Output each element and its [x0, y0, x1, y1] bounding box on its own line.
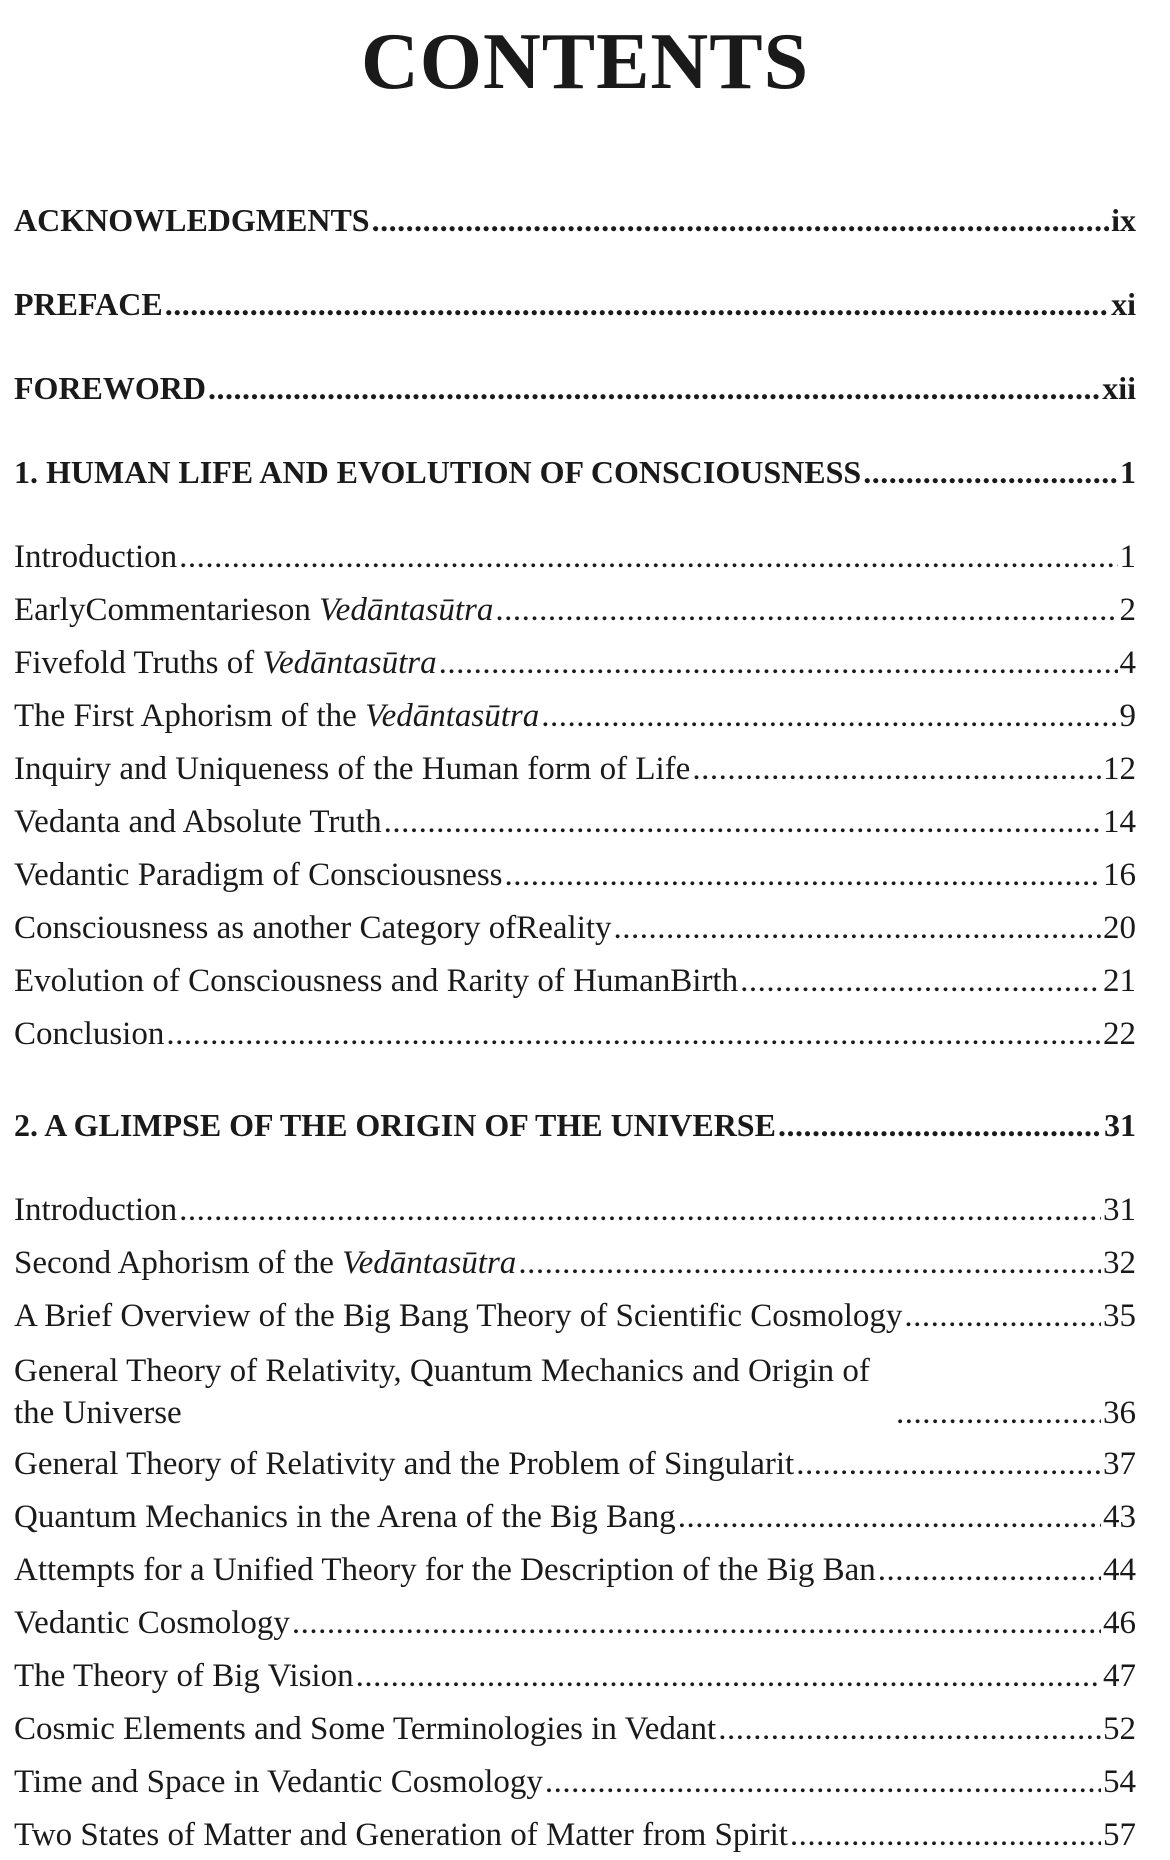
dot-leader: [878, 1549, 1101, 1591]
section-page: 32: [1103, 1245, 1136, 1281]
dot-leader: [678, 1496, 1101, 1538]
section-page: 57: [1103, 1817, 1136, 1853]
dot-leader: [179, 536, 1117, 578]
dot-leader: [384, 801, 1101, 843]
toc-section: [14, 907, 1136, 949]
section-page: 31: [1103, 1192, 1136, 1228]
toc-section: [14, 1348, 1136, 1434]
dot-leader: [208, 368, 1100, 408]
section-label: Consciousness as another Category ofReality: [14, 910, 612, 946]
chapter-page: 31: [1104, 1107, 1136, 1143]
dot-leader: [505, 854, 1101, 896]
dot-leader: [904, 1295, 1101, 1337]
dot-leader: [740, 960, 1101, 1002]
toc-section: [14, 1242, 1136, 1284]
dot-leader: [718, 1708, 1101, 1750]
dot-leader: [495, 589, 1117, 631]
section-label: The Theory of Big Vision: [14, 1658, 354, 1694]
section-label: Introduction: [14, 539, 178, 575]
toc-entry-label: ACKNOWLEDGMENTS: [14, 202, 370, 238]
toc-entry-page: xii: [1102, 370, 1136, 406]
dot-leader: [166, 1013, 1101, 1055]
dot-leader: [790, 1814, 1101, 1856]
section-page: 37: [1103, 1446, 1136, 1482]
toc-section: [14, 1814, 1136, 1856]
section-label: A Brief Overview of the Big Bang Theory of Scientific Cosmology: [14, 1298, 903, 1334]
chapter-title: 1. HUMAN LIFE AND EVOLUTION OF CONSCIOUSNESS: [14, 454, 862, 490]
chapter-heading: [14, 1105, 1136, 1145]
toc-section: [14, 1443, 1136, 1485]
dot-leader: [896, 1392, 1101, 1434]
section-label: Quantum Mechanics in the Arena of the Big Bang: [14, 1499, 676, 1535]
toc-section: [14, 1013, 1136, 1055]
section-page: 52: [1103, 1711, 1136, 1747]
section-label: Time and Space in Vedantic Cosmology: [14, 1764, 543, 1800]
toc-entry-label: FOREWORD: [14, 370, 206, 406]
section-label: Cosmic Elements and Some Terminologies in Vedant: [14, 1711, 717, 1747]
section-label: General Theory of Relativity, Quantum Mechanics and Origin of the Universe: [14, 1353, 870, 1431]
chapter-page: 1: [1120, 454, 1136, 490]
section-label: Conclusion: [14, 1016, 165, 1052]
toc-section: [14, 1549, 1136, 1591]
toc-entry-page: xi: [1111, 286, 1136, 322]
chapter-title: 2. A GLIMPSE OF THE ORIGIN OF THE UNIVERSE: [14, 1107, 776, 1143]
section-page: 47: [1103, 1658, 1136, 1694]
toc-entry-label: PREFACE: [14, 286, 163, 322]
dot-leader: [518, 1242, 1101, 1284]
toc-section: [14, 854, 1136, 896]
dot-leader: [165, 284, 1109, 324]
toc-section: [14, 536, 1136, 578]
section-page: 2: [1119, 592, 1136, 628]
section-page: 43: [1103, 1499, 1136, 1535]
toc-section: [14, 801, 1136, 843]
dot-leader: [356, 1655, 1101, 1697]
section-label: Vedantic Cosmology: [14, 1605, 290, 1641]
section-page: 54: [1103, 1764, 1136, 1800]
section-page: 1: [1119, 539, 1136, 575]
toc-section: [14, 642, 1136, 684]
dot-leader: [439, 642, 1118, 684]
dot-leader: [545, 1761, 1101, 1803]
dot-leader: [863, 452, 1118, 492]
section-page: 4: [1119, 645, 1136, 681]
section-page: 12: [1103, 751, 1136, 787]
dot-leader: [692, 748, 1101, 790]
section-label: Evolution of Consciousness and Rarity of HumanBirth: [14, 963, 739, 999]
section-page: 14: [1103, 804, 1136, 840]
toc-section: [14, 1295, 1136, 1337]
section-label: General Theory of Relativity and the Problem of Singularit: [14, 1446, 795, 1482]
section-label: Fivefold Truths of Vedāntasūtra: [14, 645, 437, 681]
section-page: 36: [1103, 1395, 1136, 1431]
dot-leader: [778, 1105, 1102, 1145]
section-label: Second Aphorism of the Vedāntasūtra: [14, 1245, 517, 1281]
section-label: Attempts for a Unified Theory for the Description of the Big Ban: [14, 1552, 876, 1588]
section-label: Inquiry and Uniqueness of the Human form of Life: [14, 751, 691, 787]
toc-entry-preface: [14, 284, 1136, 324]
toc-entry-foreword: [14, 368, 1136, 408]
section-label: EarlyCommentarieson Vedāntasūtra: [14, 592, 494, 628]
toc-section: [14, 695, 1136, 737]
toc-entry-page: ix: [1111, 202, 1136, 238]
page-title: CONTENTS: [360, 18, 810, 106]
section-label: Introduction: [14, 1192, 178, 1228]
toc-section: [14, 1189, 1136, 1231]
dot-leader: [541, 695, 1117, 737]
dot-leader: [292, 1602, 1101, 1644]
toc-section: [14, 1761, 1136, 1803]
toc-section: [14, 748, 1136, 790]
toc-section: [14, 1708, 1136, 1750]
section-page: 9: [1119, 698, 1136, 734]
dot-leader: [372, 200, 1110, 240]
section-page: 22: [1103, 1016, 1136, 1052]
section-page: 44: [1103, 1552, 1136, 1588]
dot-leader: [614, 907, 1101, 949]
section-page: 35: [1103, 1298, 1136, 1334]
toc-section: [14, 960, 1136, 1002]
toc-section: [14, 1655, 1136, 1697]
section-label: Two States of Matter and Generation of Matter from Spirit: [14, 1817, 788, 1853]
section-label: Vedantic Paradigm of Consciousness: [14, 857, 503, 893]
section-label: The First Aphorism of the Vedāntasūtra: [14, 698, 540, 734]
toc-entry-acknowledgments: [14, 200, 1136, 240]
section-page: 46: [1103, 1605, 1136, 1641]
section-page: 16: [1103, 857, 1136, 893]
dot-leader: [796, 1443, 1101, 1485]
chapter-heading: [14, 452, 1136, 492]
section-label: Vedanta and Absolute Truth: [14, 804, 382, 840]
toc-section: [14, 1602, 1136, 1644]
dot-leader: [179, 1189, 1101, 1231]
section-page: 21: [1103, 963, 1136, 999]
toc-section: [14, 589, 1136, 631]
section-page: 20: [1103, 910, 1136, 946]
toc-section: [14, 1496, 1136, 1538]
